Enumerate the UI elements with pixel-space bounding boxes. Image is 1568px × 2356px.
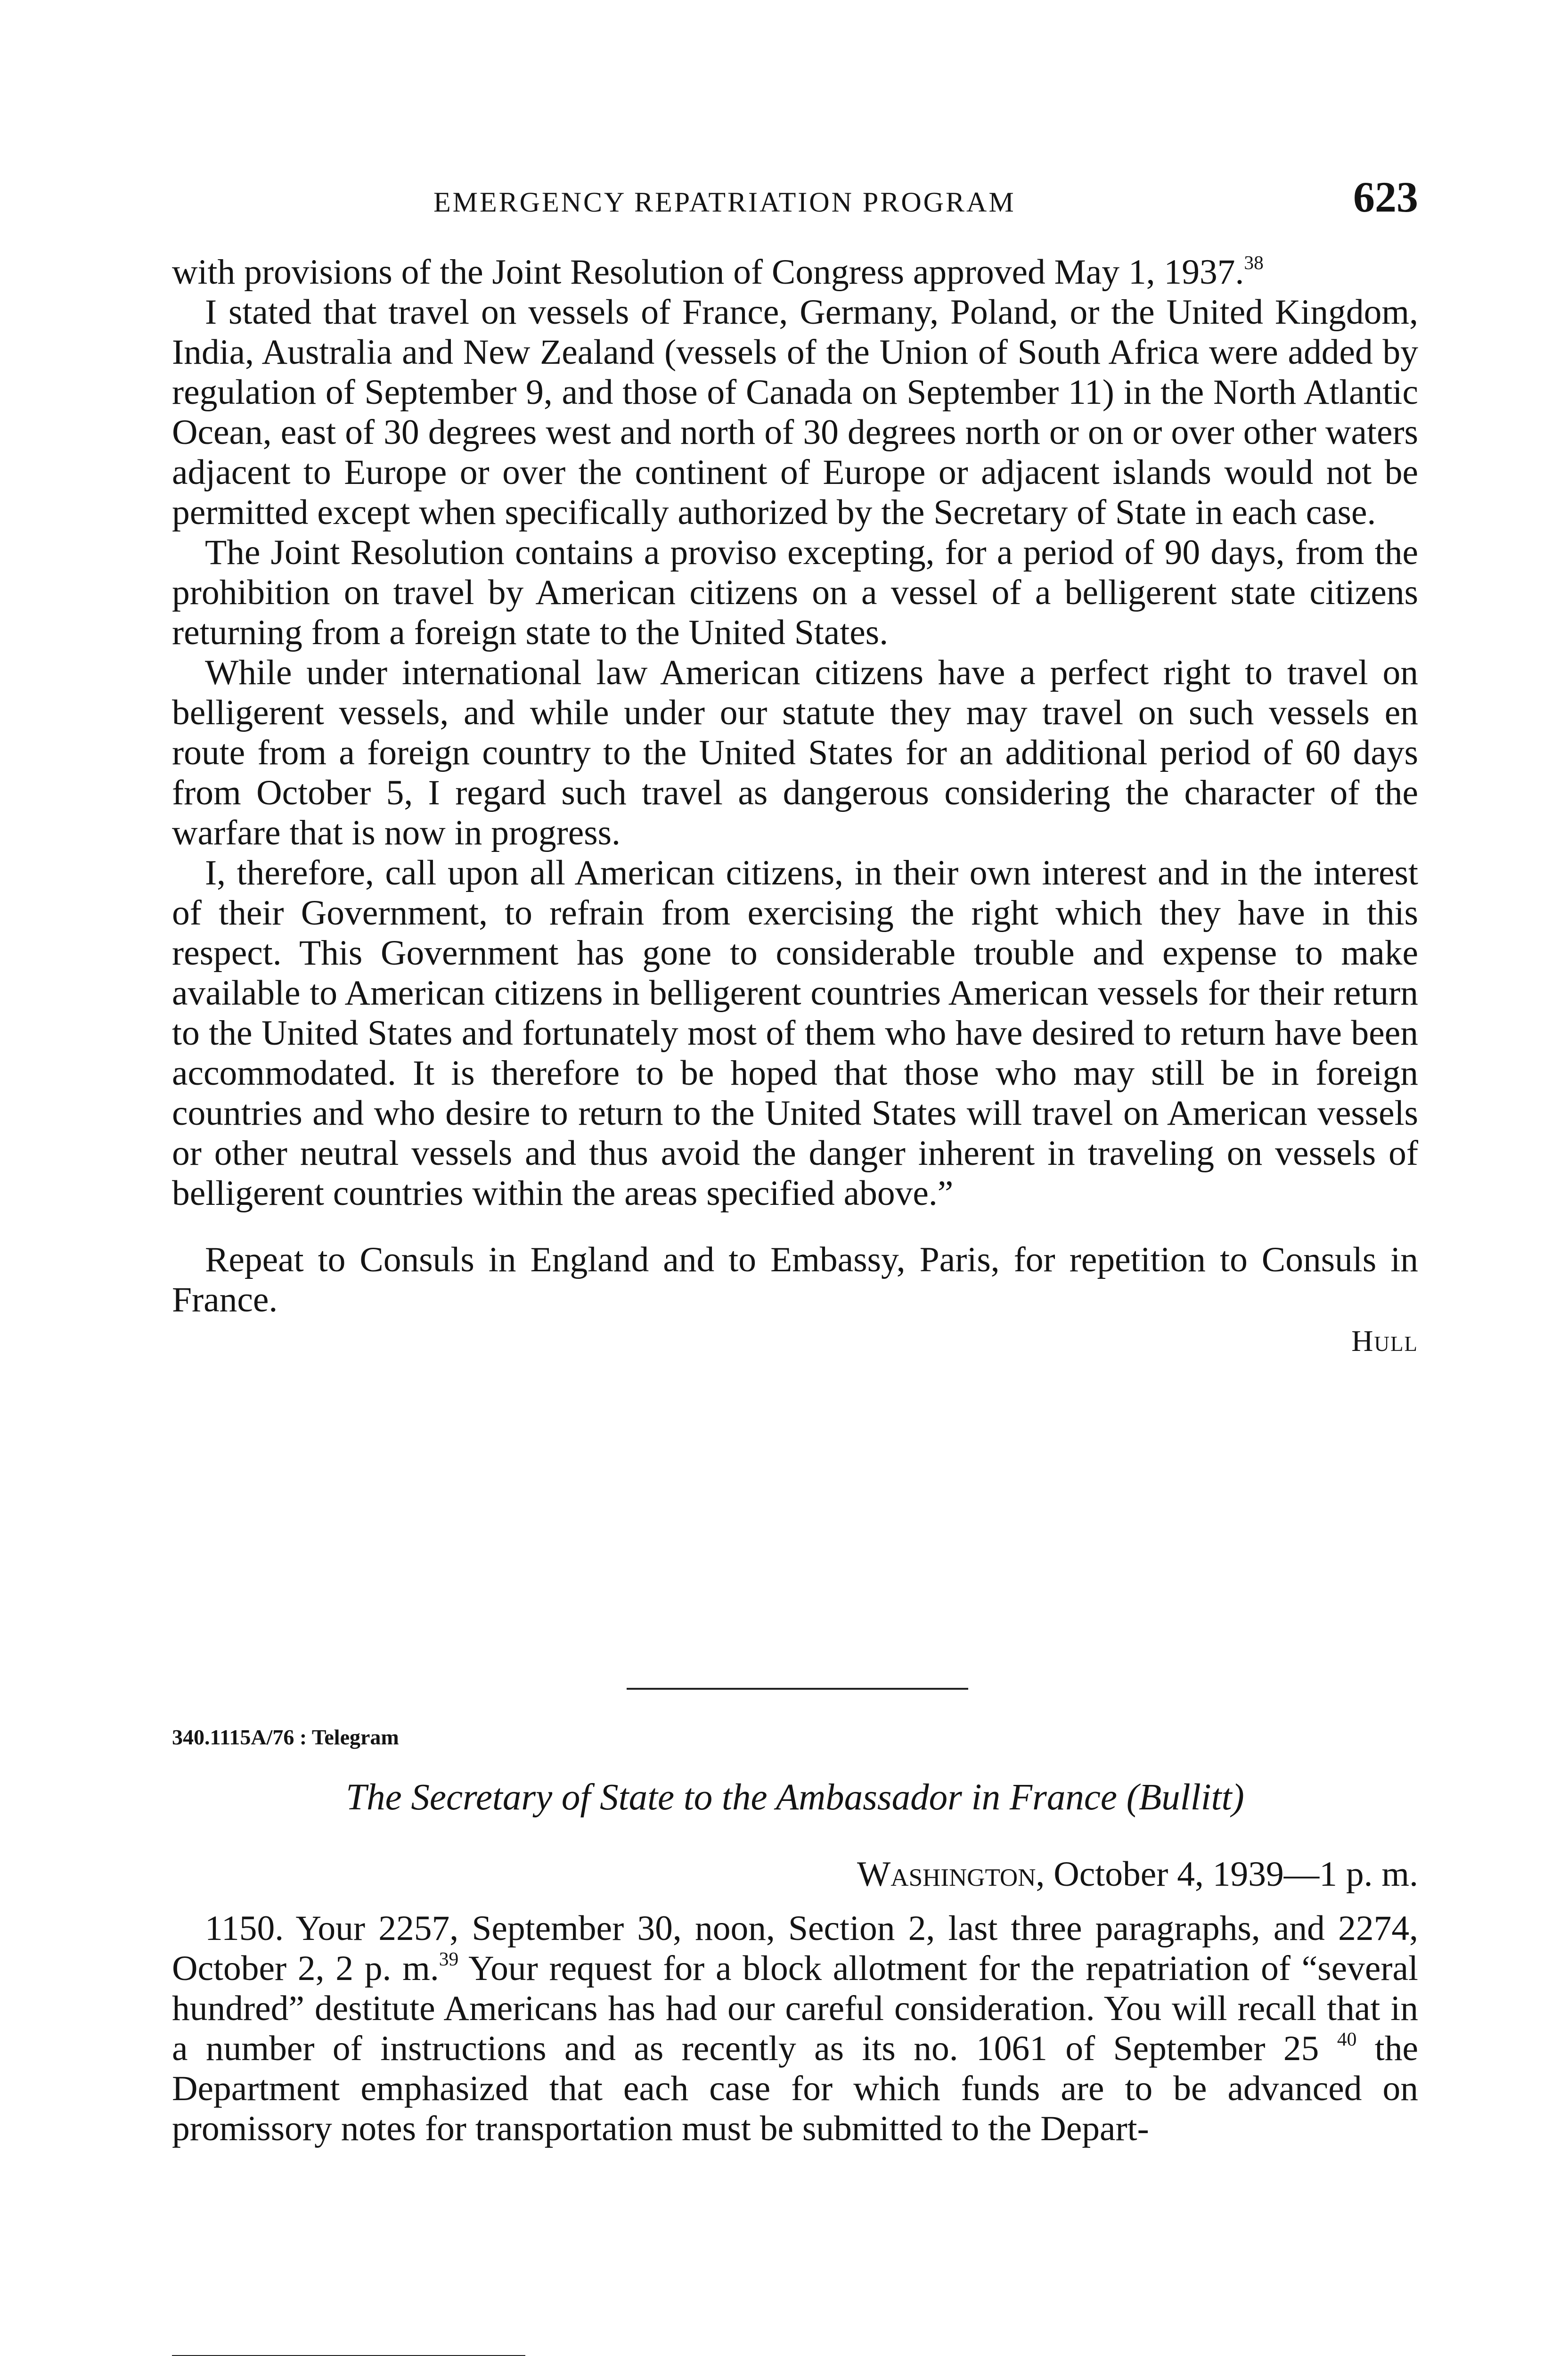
footnote-ref[interactable]: 39 (439, 1947, 459, 1970)
running-title: EMERGENCY REPATRIATION PROGRAM (433, 187, 1016, 218)
paragraph: I, therefore, call upon all American citizens, in their own interest and in the interest of their Government, to refrain from exercising the right which they have in this respect. This Government has gone to considerable trouble and expense to make available to American citizens in belligerent countries American vessels for their return to the United States and fortunately most of them who have desired to return have been accommodated. It is therefore to be hoped that those who may still be in foreign countries and who desire to return to the United States will travel on American vessels or other neutral vessels and thus avoid the danger inherent in traveling on vessels of belligerent countries within the areas specified above.” (172, 853, 1418, 1213)
file-reference: 340.1115A/76 : Telegram (172, 1725, 399, 1749)
footnote-ref[interactable]: 38 (1244, 251, 1264, 273)
paragraph: While under international law American citizens have a perfect right to travel on belligerent vessels, and while under our statute they may travel on such vessels en route from a foreign country to the United States for an additional period of 60 days from October 5, I regard such travel as dangerous considering the character of the warfare that is now in progress. (172, 653, 1418, 852)
paragraph: I stated that travel on vessels of France, Germany, Poland, or the United Kingdom, India, Australia and New Zealand (vessels of the Union of South Africa were added by regulation of September 9, and those of Canada on September 11) in the North Atlantic Ocean, east of 30 degrees west and north of 30 degrees north or on or over other waters adjacent to Europe or over the continent of Europe or adjacent islands would not be permitted except when specifically authorized by the Secretary of State in each case. (172, 293, 1418, 532)
paragraph: The Joint Resolution contains a proviso excepting, for a period of 90 days, from the prohibition on travel by American citizens on a vessel of a belligerent state citizens returning from a foreign state to the United States. (172, 533, 1418, 652)
dateline-date: October 4, 1939—1 p. m. (1054, 1855, 1418, 1894)
page-number: 623 (1353, 173, 1418, 221)
paragraph: Repeat to Consuls in England and to Embassy, Paris, for repetition to Consuls in France. (172, 1240, 1418, 1319)
footnote-ref[interactable]: 40 (1337, 2028, 1357, 2050)
telegram-body (172, 1908, 1418, 2149)
dateline-place: Washington, (857, 1855, 1045, 1894)
telegram-body-continued (172, 252, 1418, 1366)
paragraph: with provisions of the Joint Resolution of Congress approved May 1, 1937.38 (172, 251, 1264, 292)
signature: Hull (1351, 1324, 1418, 1358)
document-title: The Secretary of State to the Ambassador in France (Bullitt) (346, 1777, 1244, 1818)
section-divider (627, 1688, 968, 1690)
dateline (857, 1854, 1418, 1895)
paragraph: 1150. Your 2257, September 30, noon, Section 2, last three paragraphs, and 2274, October 2, 2 p. m.$^{39}$ Your request for a block allotment for the repatriation of “several hundred” destitute Americans has had our careful consideration. You will recall that in a number of instructions and as recently as its no. 1061 of September 25 $^{40}$ the Department emphasized that each case for which funds are to be advanced on promissory notes for transportation must be submitted to the Depart- (172, 1909, 1418, 2148)
running-header (170, 167, 1418, 229)
